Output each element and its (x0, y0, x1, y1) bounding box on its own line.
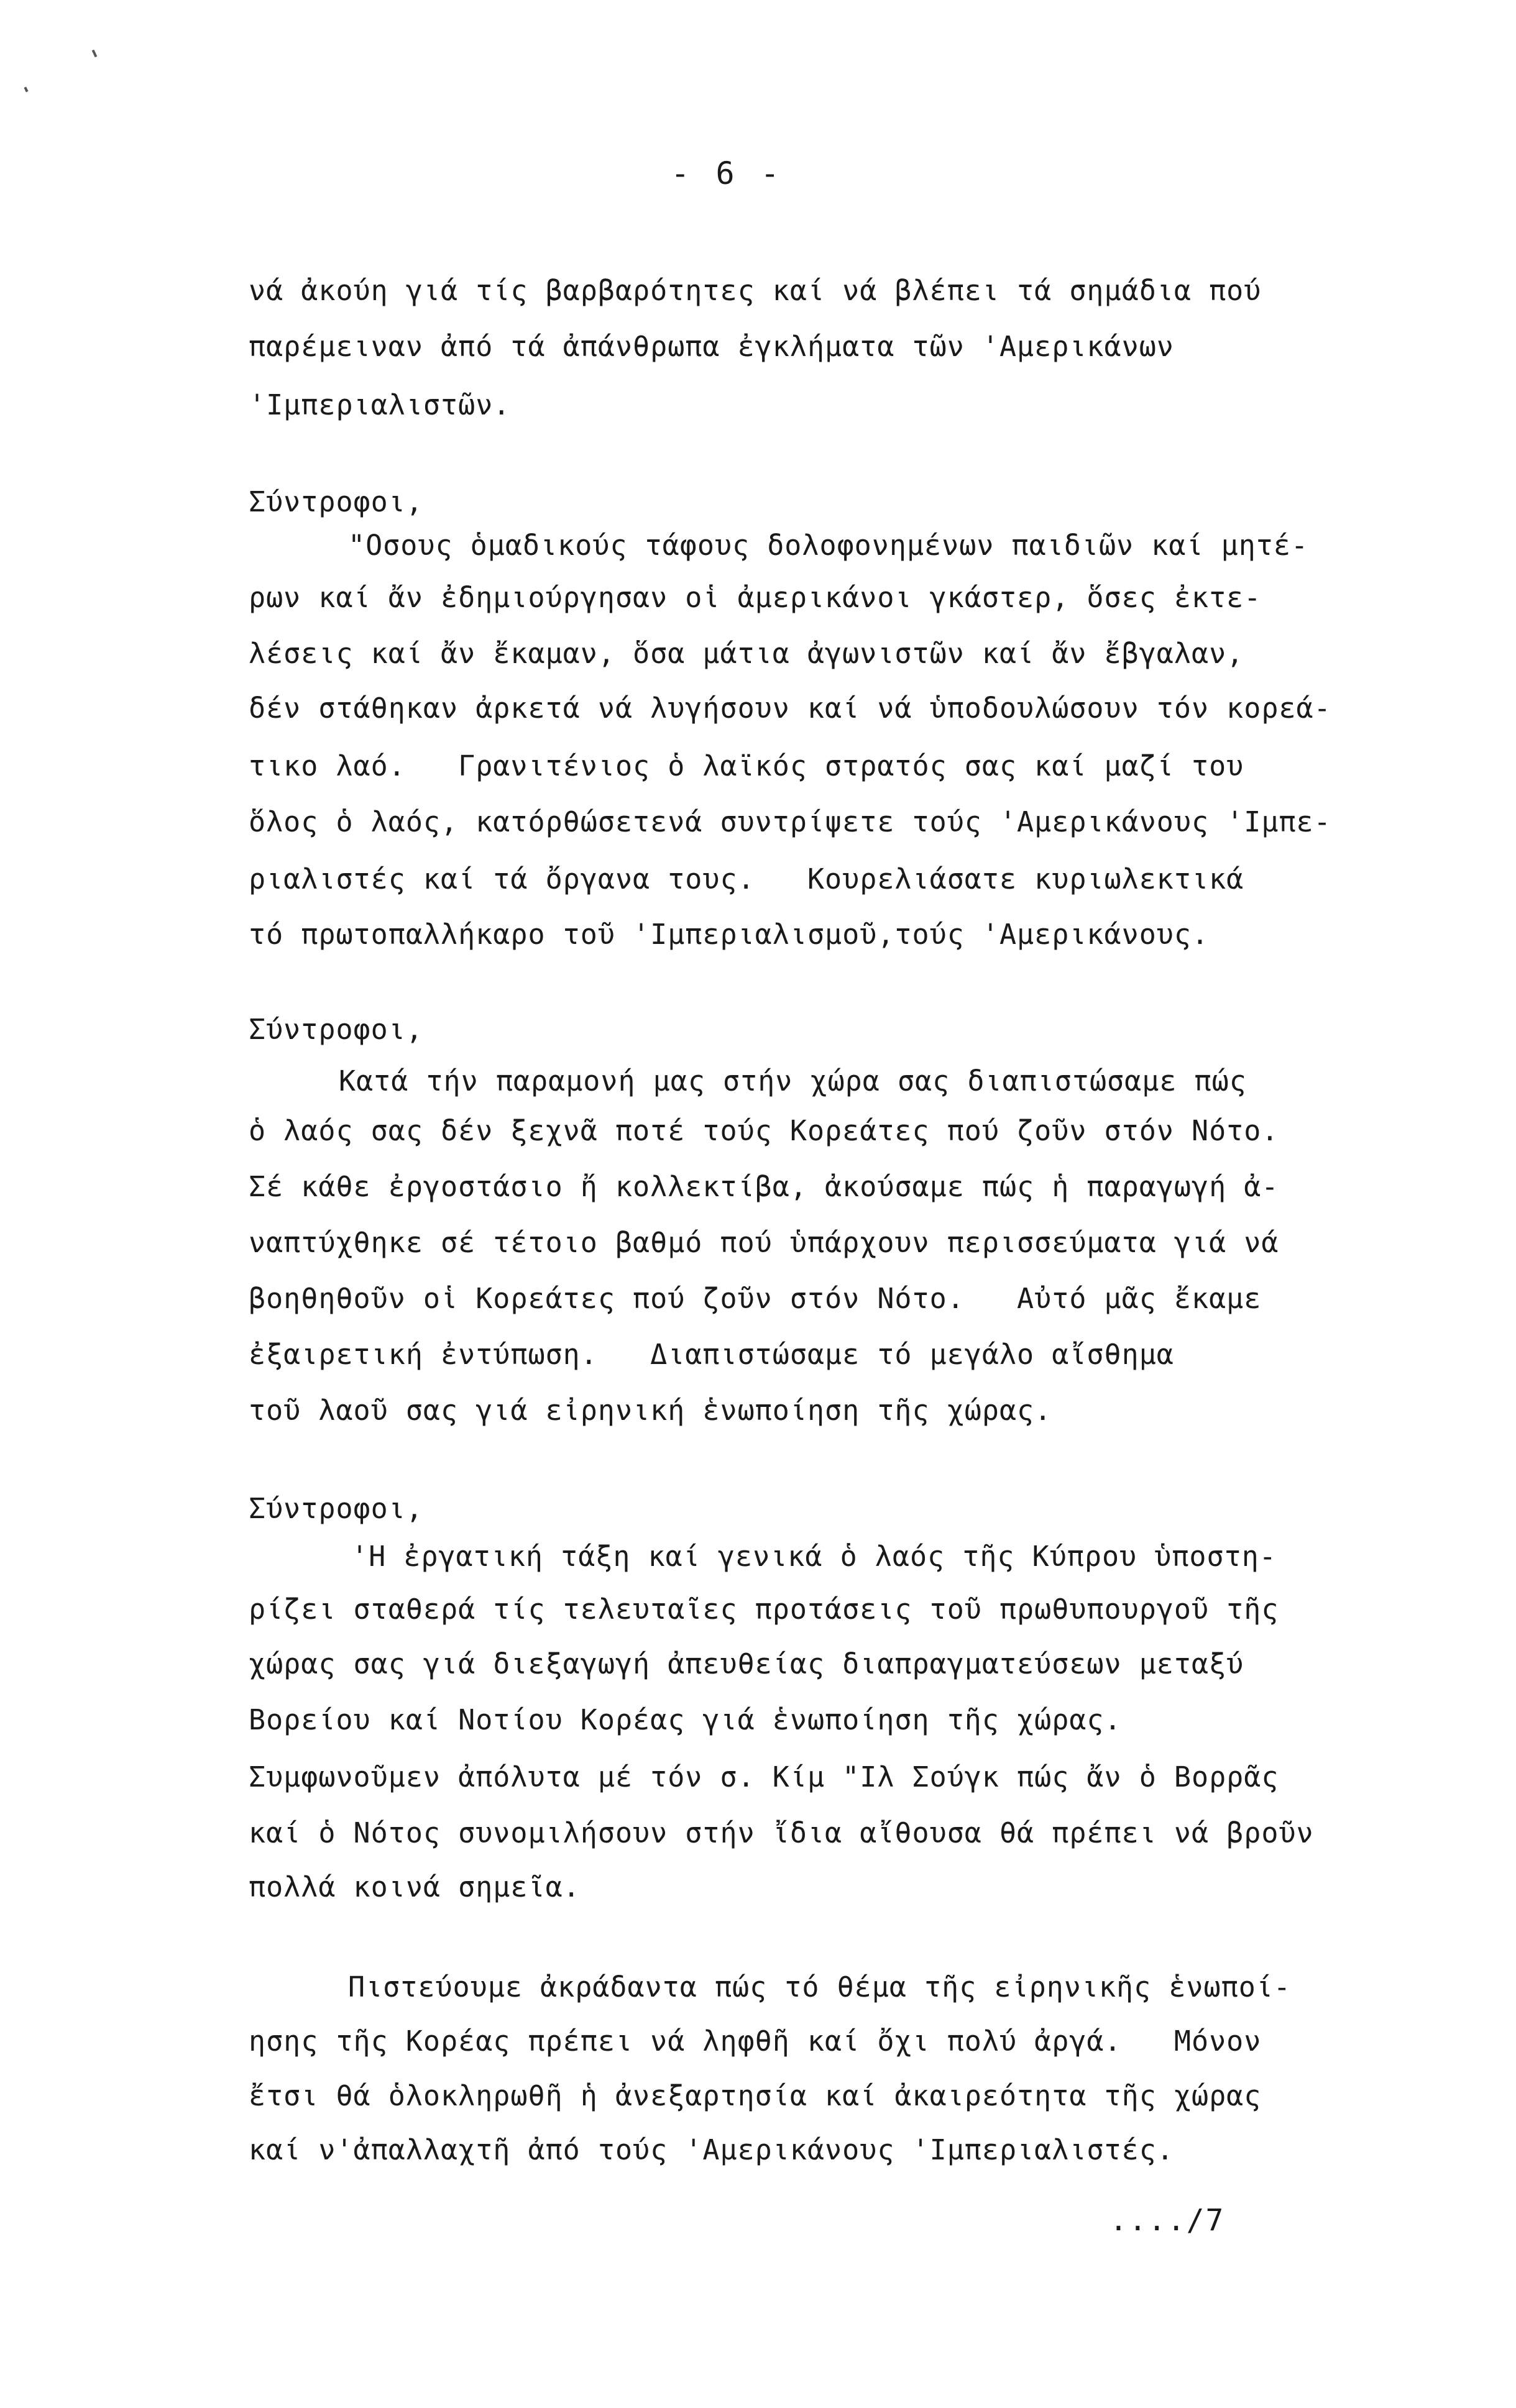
text-line: καί ν'ἀπαλλαχτῆ ἀπό τούς 'Αμερικάνους 'Ιμπεριαλιστές. (249, 2133, 1174, 2166)
salutation: Σύντροφοι, (249, 485, 423, 518)
text-line: Συμφωνοῦμεν ἀπόλυτα μέ τόν σ. Κίμ "Ιλ Σούγκ πώς ἄν ὁ Βορρᾶς (249, 1760, 1279, 1793)
text-line: νά ἀκούη γιά τίς βαρβαρότητες καί νά βλέπει τά σημάδια πού (249, 274, 1262, 307)
text-line: βοηθηθοῦν οἱ Κορεάτες πού ζοῦν στόν Νότο. Αὐτό μᾶς ἔκαμε (249, 1282, 1262, 1315)
text-line: ἔτσι θά ὁλοκληρωθῆ ἡ ἀνεξαρτησία καί ἀκαιρεότητα τῆς χώρας (249, 2079, 1262, 2112)
text-line: Βορείου καί Νοτίου Κορέας γιά ἑνωποίηση τῆς χώρας. (249, 1703, 1122, 1736)
page-number: - 6 - (671, 155, 783, 191)
scan-speck (92, 50, 98, 58)
text-line: Πιστεύουμε ἀκράδαντα πώς τό θέμα τῆς εἰρηνικῆς ἑνωποί- (348, 1971, 1291, 2003)
text-line: ρων καί ἄν ἐδημιούργησαν οἱ ἀμερικάνοι γκάστερ, ὅσες ἐκτε- (249, 581, 1262, 614)
text-line: ναπτύχθηκε σέ τέτοιο βαθμό πού ὑπάρχουν περισσεύματα γιά νά (249, 1226, 1279, 1259)
text-line: Σέ κάθε ἐργοστάσιο ἤ κολλεκτίβα, ἀκούσαμε πώς ἡ παραγωγή ἀ- (249, 1170, 1279, 1203)
scan-speck (24, 87, 28, 93)
salutation: Σύντροφοι, (249, 1492, 423, 1525)
text-line: δέν στάθηκαν ἀρκετά νά λυγήσουν καί νά ὑποδουλώσουν τόν κορεά- (249, 692, 1331, 725)
text-line: 'Η ἐργατική τάξη καί γενικά ὁ λαός τῆς Κύπρου ὑποστη- (351, 1540, 1277, 1573)
text-line: ὅλος ὁ λαός, κατόρθώσετενά συντρίψετε τούς 'Αμερικάνους 'Ιμπε- (249, 805, 1331, 838)
text-line: ὁ λαός σας δέν ξεχνᾶ ποτέ τούς Κορεάτες πού ζοῦν στόν Νότο. (249, 1114, 1279, 1147)
text-line: ἐξαιρετική ἐντύπωση. Διαπιστώσαμε τό μεγάλο αἴσθημα (249, 1338, 1174, 1371)
text-line: ρίζει σταθερά τίς τελευταῖες προτάσεις τοῦ πρωθυπουργοῦ τῆς (249, 1593, 1279, 1626)
salutation: Σύντροφοι, (249, 1013, 423, 1046)
text-line: τό πρωτοπαλλήκαρο τοῦ 'Ιμπεριαλισμοῦ,τούς 'Αμερικάνους. (249, 918, 1210, 951)
text-line: τοῦ λαοῦ σας γιά εἰρηνική ἑνωποίηση τῆς χώρας. (249, 1394, 1052, 1427)
text-line: λέσεις καί ἄν ἔκαμαν, ὅσα μάτια ἀγωνιστῶν καί ἄν ἔβγαλαν, (249, 637, 1244, 670)
text-line: ησης τῆς Κορέας πρέπει νά ληφθῆ καί ὄχι πολύ ἀργά. Μόνον (249, 2025, 1262, 2058)
text-line: χώρας σας γιά διεξαγωγή ἀπευθείας διαπραγματεύσεων μεταξύ (249, 1647, 1244, 1680)
text-line: "Οσους ὁμαδικούς τάφους δολοφονημένων παιδιῶν καί μητέ- (348, 529, 1309, 562)
text-line: 'Ιμπεριαλιστῶν. (249, 388, 511, 421)
text-line: ριαλιστές καί τά ὄργανα τους. Κουρελιάσατε κυριωλεκτικά (249, 863, 1244, 895)
continuation-marker: ..../7 (1109, 2203, 1225, 2238)
text-line: τικο λαό. Γρανιτένιος ὁ λαϊκός στρατός σας καί μαζί του (249, 749, 1244, 782)
text-line: παρέμειναν ἀπό τά ἀπάνθρωπα ἐγκλήματα τῶν 'Αμερικάνων (249, 330, 1174, 363)
text-line: πολλά κοινά σημεῖα. (249, 1870, 581, 1903)
text-line: Κατά τήν παραμονή μας στήν χώρα σας διαπιστώσαμε πώς (339, 1064, 1247, 1097)
text-line: καί ὁ Νότος συνομιλήσουν στήν ἴδια αἴθουσα θά πρέπει νά βροῦν (249, 1816, 1314, 1849)
